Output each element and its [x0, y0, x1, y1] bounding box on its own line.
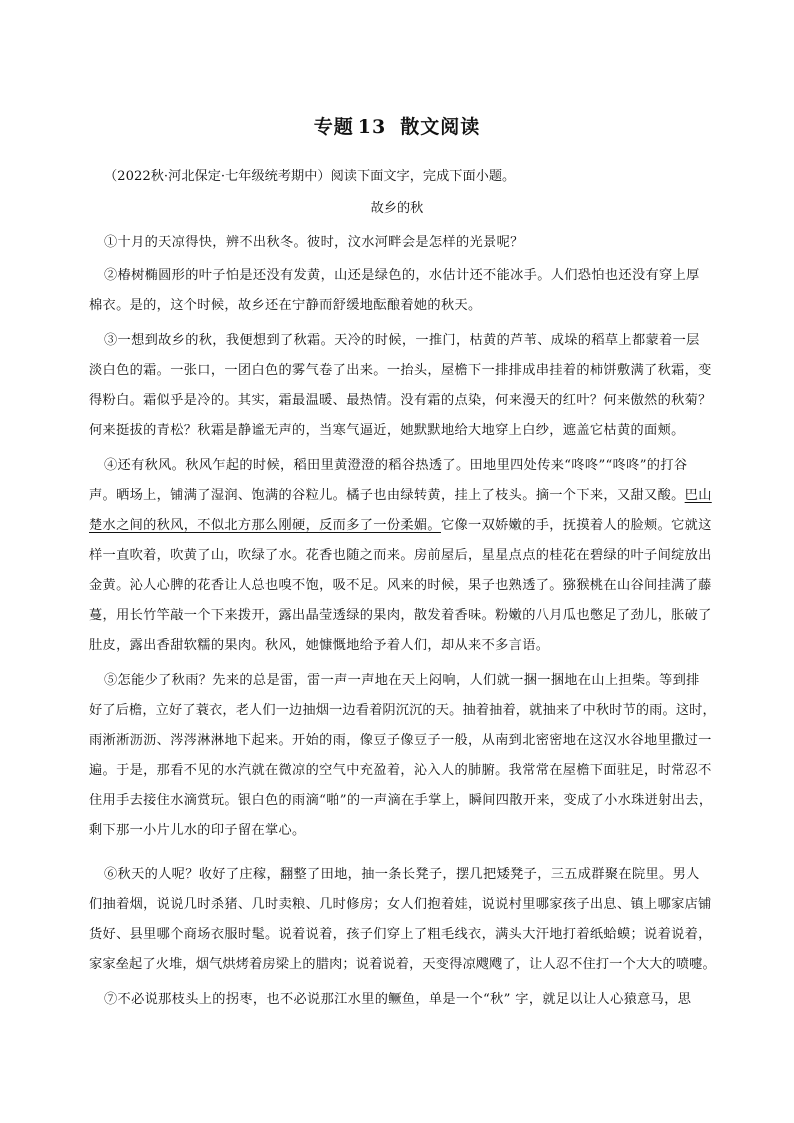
paragraph-4-line-2 [89, 484, 712, 503]
paragraph-1-line-1: ①十月的天凉得快，辨不出秋冬。彼时，汶水河畔会是怎样的光景呢？ [104, 235, 524, 250]
paragraph-7-line-1: ⑦不必说那枝头上的拐枣，也不必说那江水里的鳜鱼，单是一个“秋” 字，就足以让人心猿意马，思 [104, 992, 692, 1007]
underlined-sentence-start: 巴山 [684, 488, 712, 503]
paragraph-3-line-2: 淡白色的霜。一张口，一团白色的雾气卷了出来。一抬头，屋檐下一排排成串挂着的柿饼敷满了秋霜，变 [89, 363, 712, 378]
essay-title: 故乡的秋 [370, 201, 424, 216]
paragraph-4-line-3 [89, 514, 712, 533]
paragraph-5-line-3: 雨淅淅沥沥、涔涔淋淋地下起来。开始的雨，像豆子像豆子一般，从南到北密密地在这汉水谷地里撒过一 [89, 733, 712, 748]
title-text: 散文阅读 [400, 116, 481, 138]
paragraph-5-line-4: 遍。于是，那看不见的水汽就在微凉的空气中充盈着，沁入人的肺腑。我常常在屋檐下面驻足，时常忍不 [89, 763, 712, 778]
paragraph-5-line-1: ⑤怎能少了秋雨？先来的总是雷，雷一声一声地在天上闷响，人们就一捆一捆地在山上担柴。等到排 [104, 673, 700, 688]
paragraph-4-line-1: ④还有秋风。秋风乍起的时候，稻田里黄澄澄的稻谷热透了。田地里四处传来“咚咚”“咚咚”的打谷 [104, 458, 688, 473]
question-source: （2022秋·河北保定·七年级统考期中）阅读下面文字，完成下面小题。 [104, 169, 516, 184]
paragraph-5-line-5: 住用手去接住水滴赏玩。银白色的雨滴“啪”的一声滴在手掌上，瞬间四散开来，变成了小水珠迸射出去， [89, 793, 713, 808]
page-title [0, 112, 794, 139]
paragraph-6-line-4: 家家垒起了火堆，烟气烘烤着房梁上的腊肉；说着说着，天变得凉飕飕了，让人忍不住打一个大大的喷嚏。 [89, 957, 716, 972]
paragraph-4-line-5: 金黄。沁人心脾的花香让人总也嗅不饱，吸不足。风来的时候，果子也熟透了。猕猴桃在山谷间挂满了藤 [89, 578, 712, 593]
paragraph-5-line-6: 剩下那一小片儿水的印子留在掌心。 [89, 823, 306, 838]
paragraph-4-line-3-text: 它像一双娇嫩的手，抚摸着人的脸颊。它就这 [440, 518, 712, 533]
underlined-sentence: 楚水之间的秋风，不似北方那么刚硬，反而多了一份柔媚。 [89, 518, 441, 533]
title-number: 13 [357, 116, 387, 138]
paragraph-2-line-2: 棉衣。是的，这个时候，故乡还在宁静而舒缓地酝酿着她的秋天。 [89, 298, 482, 313]
paragraph-6-line-2: 们抽着烟，说说几时杀猪、几时卖粮、几时修房；女人们抱着娃，说说村里哪家孩子出息、镇上哪家店铺 [89, 897, 712, 912]
title-prefix: 专题 [313, 116, 354, 138]
paragraph-5-line-2: 好了后檐，立好了蓑衣，老人们一边抽烟一边看着阴沉沉的天。抽着抽着，就抽来了中秋时节的雨。这时， [89, 703, 716, 718]
paragraph-3-line-4: 何来挺拔的青松？秋霜是静谧无声的，当寒气逼近，她默默地给大地穿上白纱，遮盖它枯黄的面颊。 [89, 423, 685, 438]
paragraph-6-line-3: 货好、县里哪个商场衣服时髦。说着说着，孩子们穿上了粗毛线衣，满头大汗地打着纸蛤蟆；说着说着， [89, 927, 712, 942]
paragraph-4-line-2-text: 声。晒场上，铺满了湿润、饱满的谷粒儿。橘子也由绿转黄，挂上了枝头。摘一个下来，又甜又酸。 [89, 488, 685, 503]
paragraph-4-line-7: 肚皮，露出香甜软糯的果肉。秋风，她慷慨地给予着人们，却从来不多言语。 [89, 638, 550, 653]
paragraph-3-line-3: 得粉白。霜似乎是冷的。其实，霜最温暖、最热情。没有霜的点染，何来漫天的红叶？何来傲然的秋菊？ [89, 393, 712, 408]
paragraph-4-line-4: 样一直吹着，吹黄了山，吹绿了水。花香也随之而来。房前屋后，星星点点的桂花在碧绿的叶子间绽放出 [89, 548, 712, 563]
paragraph-3-line-1: ③一想到故乡的秋，我便想到了秋霜。天冷的时候，一推门，枯黄的芦苇、成垛的稻草上都蒙着一层 [104, 333, 700, 348]
paragraph-6-line-1: ⑥秋天的人呢？收好了庄稼，翻整了田地，抽一条长凳子，摆几把矮凳子，三五成群聚在院里。男人 [104, 867, 700, 882]
paragraph-2-line-1: ②椿树椭圆形的叶子怕是还没有发黄，山还是绿色的，水估计还不能冰手。人们恐怕也还没有穿上厚 [104, 268, 700, 283]
paragraph-4-line-6: 蔓，用长竹竿敲一个下来拨开，露出晶莹透绿的果肉，散发着香味。粉嫩的八月瓜也憋足了劲儿，胀破了 [89, 608, 712, 623]
